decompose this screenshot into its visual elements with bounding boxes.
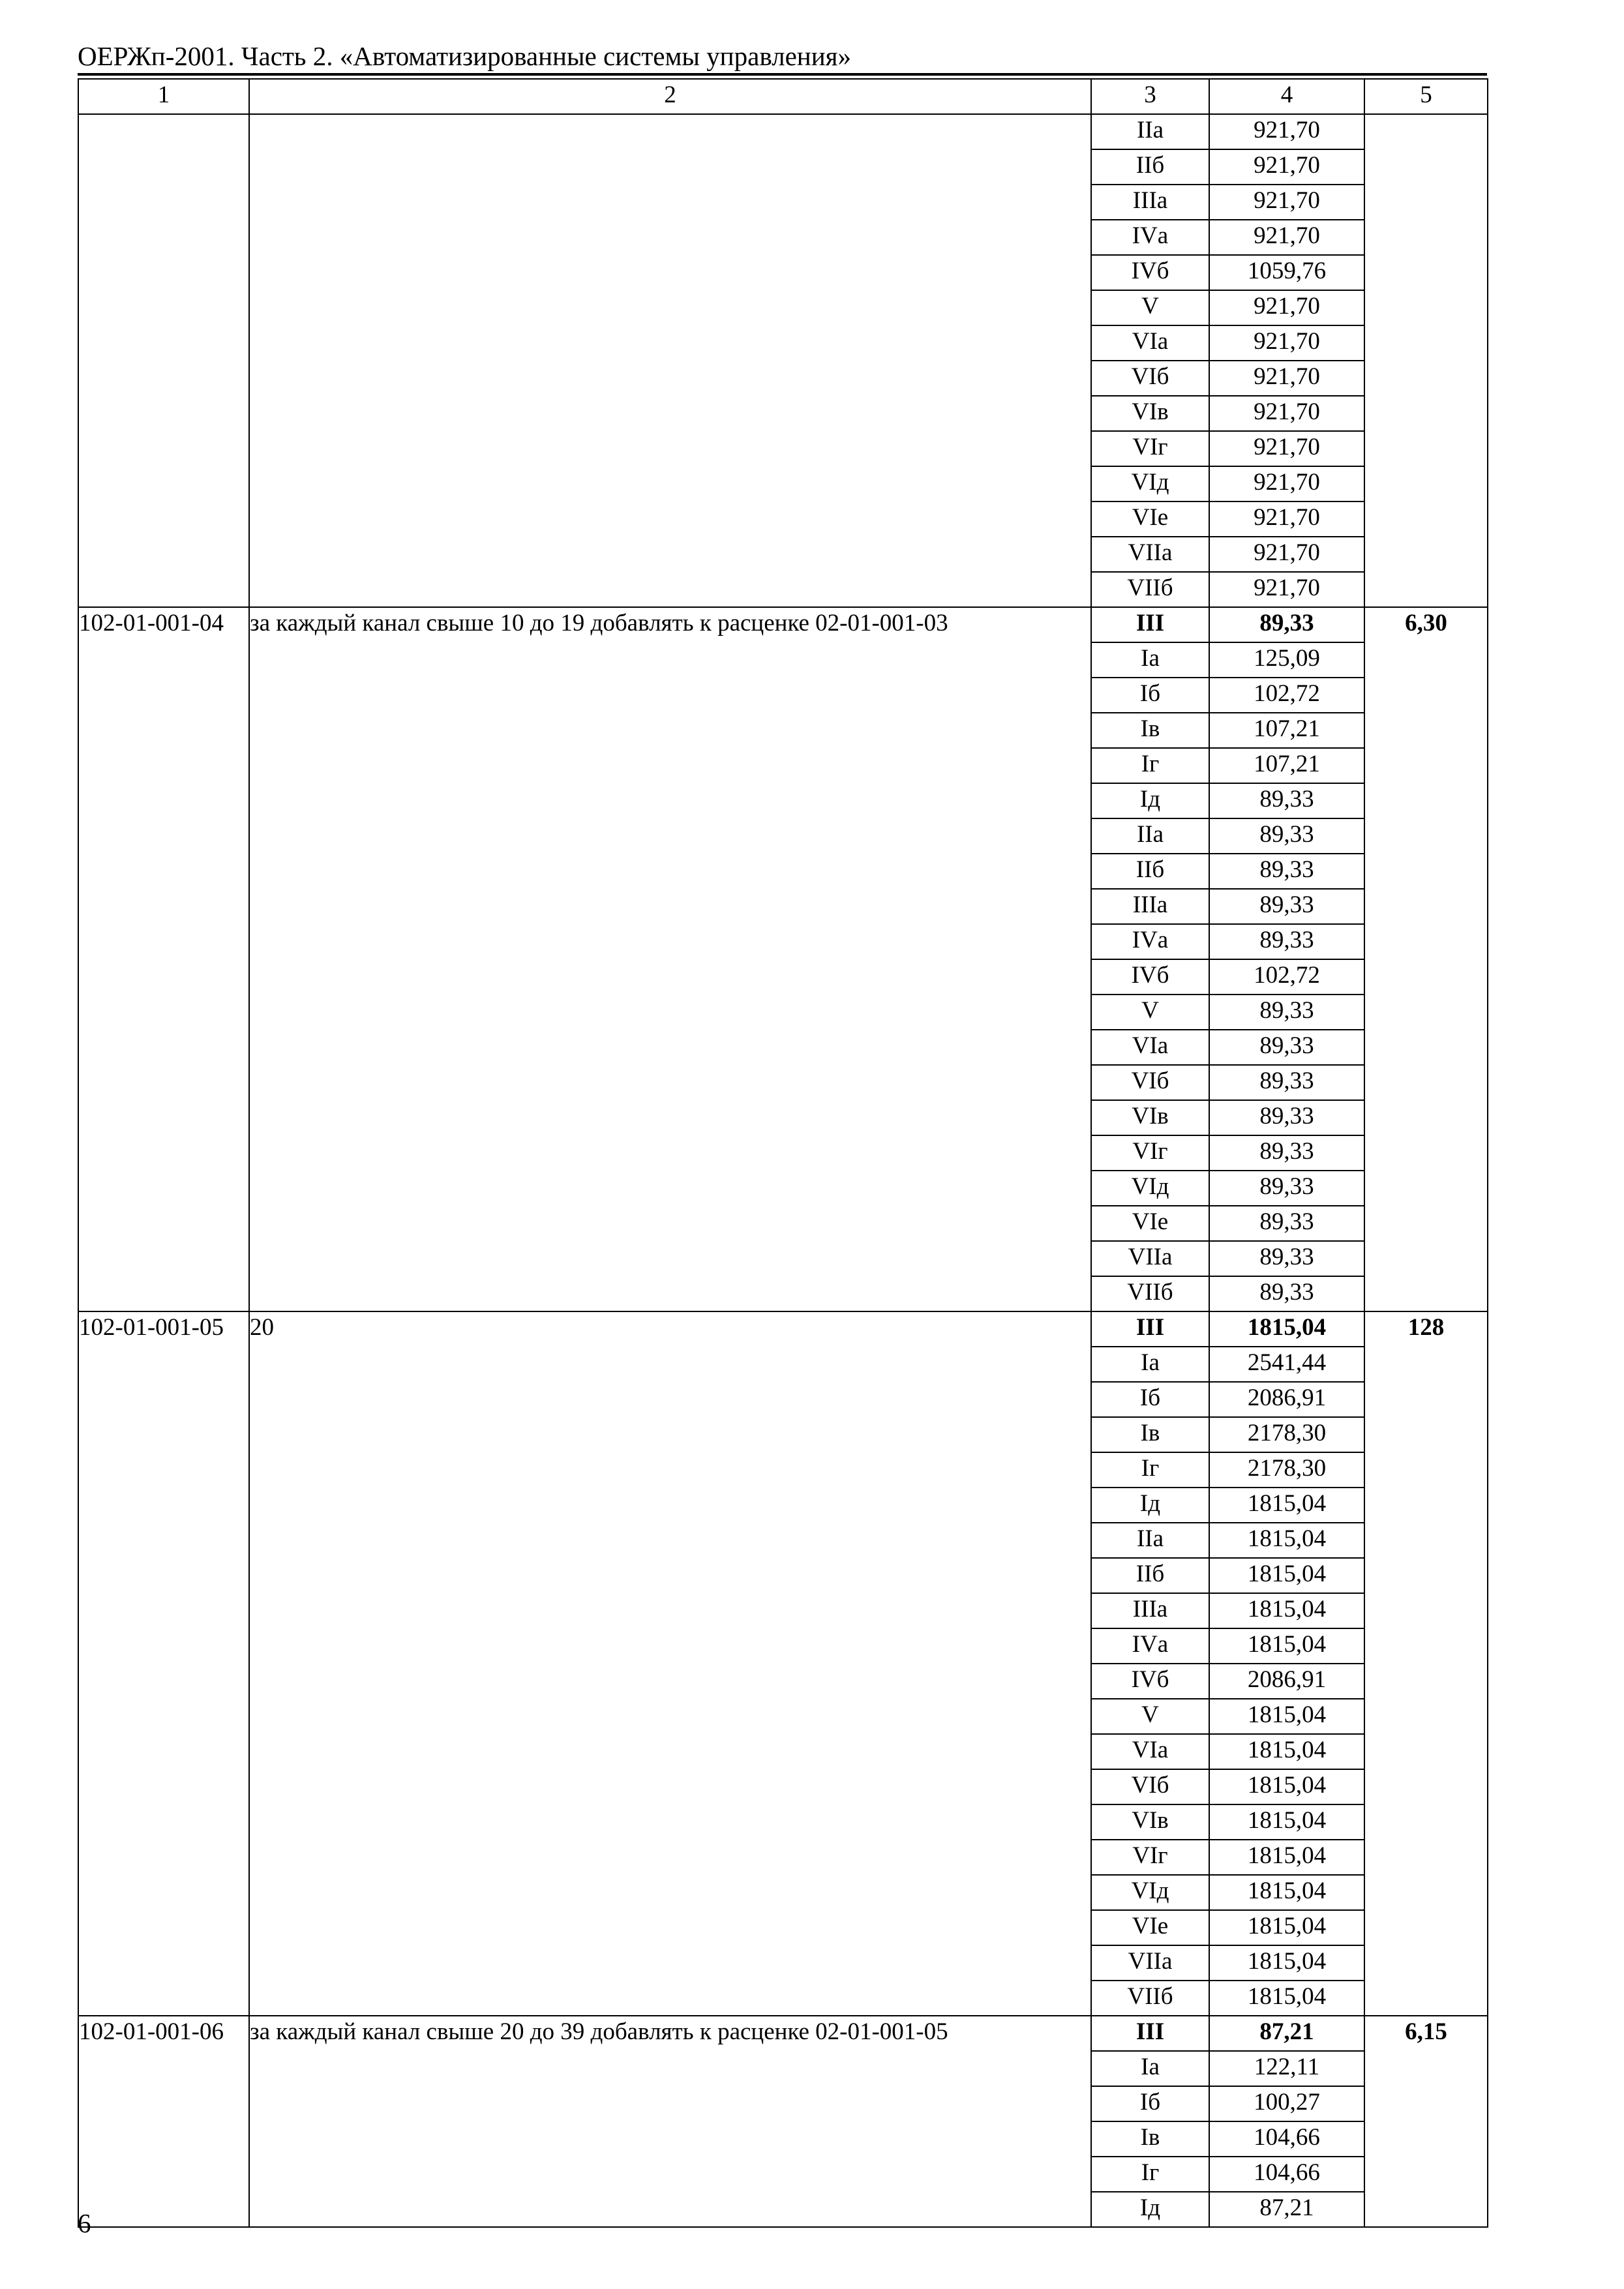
- zone-cell: IVб: [1091, 959, 1209, 995]
- zone-cell: VIе: [1091, 501, 1209, 537]
- price-cell: 89,33: [1209, 1135, 1364, 1171]
- zone-cell: VIIа: [1091, 1241, 1209, 1276]
- zone-cell: Iб: [1091, 1382, 1209, 1417]
- price-cell: 1059,76: [1209, 255, 1364, 290]
- zone-cell: VIе: [1091, 1910, 1209, 1945]
- zone-cell: VIIб: [1091, 572, 1209, 607]
- price-cell: 921,70: [1209, 361, 1364, 396]
- zone-cell: V: [1091, 1699, 1209, 1734]
- col5-cell: 6,15: [1364, 2016, 1488, 2227]
- price-cell: 921,70: [1209, 501, 1364, 537]
- zone-cell: Iг: [1091, 748, 1209, 783]
- table-row: [78, 607, 1488, 642]
- price-cell: 89,33: [1209, 607, 1364, 642]
- zone-cell: VIIа: [1091, 1945, 1209, 1981]
- code-cell: [78, 114, 249, 607]
- page-number: 6: [78, 2208, 91, 2238]
- zone-cell: V: [1091, 290, 1209, 325]
- zone-cell: Iа: [1091, 642, 1209, 678]
- zone-cell: Iд: [1091, 2192, 1209, 2227]
- zone-cell: IIIа: [1091, 889, 1209, 924]
- price-cell: 2086,91: [1209, 1664, 1364, 1699]
- table-row: [78, 1311, 1488, 1347]
- price-cell: 1815,04: [1209, 1875, 1364, 1910]
- zone-cell: Iв: [1091, 2121, 1209, 2157]
- price-cell: 1815,04: [1209, 1699, 1364, 1734]
- zone-cell: IIа: [1091, 114, 1209, 149]
- zone-cell: Iд: [1091, 1488, 1209, 1523]
- zone-cell: IIIа: [1091, 1593, 1209, 1628]
- zone-cell: VIе: [1091, 1206, 1209, 1241]
- price-cell: 1815,04: [1209, 1910, 1364, 1945]
- zone-cell: Iг: [1091, 2157, 1209, 2192]
- price-cell: 89,33: [1209, 1241, 1364, 1276]
- price-cell: 1815,04: [1209, 1593, 1364, 1628]
- price-cell: 1815,04: [1209, 1804, 1364, 1840]
- zone-cell: IIIа: [1091, 185, 1209, 220]
- col5-cell: [1364, 114, 1488, 607]
- price-cell: 122,11: [1209, 2051, 1364, 2086]
- price-cell: 89,33: [1209, 1171, 1364, 1206]
- zone-cell: V: [1091, 995, 1209, 1030]
- price-cell: 89,33: [1209, 854, 1364, 889]
- price-cell: 921,70: [1209, 537, 1364, 572]
- price-cell: 89,33: [1209, 818, 1364, 854]
- price-cell: 921,70: [1209, 325, 1364, 361]
- price-cell: 89,33: [1209, 889, 1364, 924]
- zone-cell: VIб: [1091, 361, 1209, 396]
- price-cell: 2086,91: [1209, 1382, 1364, 1417]
- price-cell: 921,70: [1209, 185, 1364, 220]
- column-header-2: 2: [249, 79, 1091, 114]
- zone-cell: Iб: [1091, 678, 1209, 713]
- zone-cell: Iг: [1091, 1452, 1209, 1488]
- zone-cell: Iд: [1091, 783, 1209, 818]
- table-row: [78, 2016, 1488, 2051]
- column-header-3: 3: [1091, 79, 1209, 114]
- price-cell: 89,33: [1209, 783, 1364, 818]
- price-cell: 1815,04: [1209, 1769, 1364, 1804]
- zone-cell: III: [1091, 2016, 1209, 2051]
- zone-cell: VIд: [1091, 1875, 1209, 1910]
- price-cell: 102,72: [1209, 959, 1364, 995]
- price-cell: 921,70: [1209, 220, 1364, 255]
- description-cell: за каждый канал свыше 20 до 39 добавлять к расценке 02-01-001-05: [249, 2016, 1091, 2227]
- zone-cell: VIа: [1091, 1734, 1209, 1769]
- price-cell: 89,33: [1209, 1276, 1364, 1311]
- code-cell: 102-01-001-04: [78, 607, 249, 1311]
- price-cell: 89,33: [1209, 924, 1364, 959]
- price-cell: 1815,04: [1209, 1840, 1364, 1875]
- price-cell: 87,21: [1209, 2016, 1364, 2051]
- zone-cell: VIд: [1091, 466, 1209, 501]
- zone-cell: IIб: [1091, 854, 1209, 889]
- zone-cell: IIа: [1091, 1523, 1209, 1558]
- price-cell: 125,09: [1209, 642, 1364, 678]
- col5-cell: 6,30: [1364, 607, 1488, 1311]
- page-header: ОЕРЖп-2001. Часть 2. «Автоматизированные системы управления»: [78, 41, 852, 71]
- zone-cell: IVб: [1091, 255, 1209, 290]
- zone-cell: IIб: [1091, 1558, 1209, 1593]
- price-cell: 921,70: [1209, 466, 1364, 501]
- zone-cell: Iа: [1091, 2051, 1209, 2086]
- code-cell: 102-01-001-05: [78, 1311, 249, 2016]
- price-cell: 921,70: [1209, 431, 1364, 466]
- price-cell: 1815,04: [1209, 1488, 1364, 1523]
- zone-cell: VIв: [1091, 396, 1209, 431]
- col5-cell: 128: [1364, 1311, 1488, 2016]
- price-cell: 107,21: [1209, 748, 1364, 783]
- price-cell: 1815,04: [1209, 1981, 1364, 2016]
- price-cell: 89,33: [1209, 1065, 1364, 1100]
- zone-cell: Iв: [1091, 1417, 1209, 1452]
- zone-cell: IVа: [1091, 924, 1209, 959]
- description-cell: за каждый канал свыше 10 до 19 добавлять к расценке 02-01-001-03: [249, 607, 1091, 1311]
- zone-cell: VIв: [1091, 1804, 1209, 1840]
- price-cell: 104,66: [1209, 2121, 1364, 2157]
- zone-cell: VIг: [1091, 1840, 1209, 1875]
- zone-cell: VIIб: [1091, 1276, 1209, 1311]
- rates-table: [78, 78, 1488, 2228]
- price-cell: 1815,04: [1209, 1523, 1364, 1558]
- price-cell: 102,72: [1209, 678, 1364, 713]
- zone-cell: IVб: [1091, 1664, 1209, 1699]
- description-cell: 20: [249, 1311, 1091, 2016]
- price-cell: 104,66: [1209, 2157, 1364, 2192]
- column-header-4: 4: [1209, 79, 1364, 114]
- zone-cell: IVа: [1091, 220, 1209, 255]
- zone-cell: VIб: [1091, 1769, 1209, 1804]
- price-cell: 2178,30: [1209, 1452, 1364, 1488]
- price-cell: 89,33: [1209, 1030, 1364, 1065]
- price-cell: 1815,04: [1209, 1558, 1364, 1593]
- zone-cell: Iа: [1091, 1347, 1209, 1382]
- price-cell: 1815,04: [1209, 1945, 1364, 1981]
- price-cell: 100,27: [1209, 2086, 1364, 2121]
- zone-cell: VIб: [1091, 1065, 1209, 1100]
- table-row: [78, 114, 1488, 149]
- description-cell: [249, 114, 1091, 607]
- header-row: [78, 79, 1488, 114]
- zone-cell: VIв: [1091, 1100, 1209, 1135]
- price-cell: 921,70: [1209, 149, 1364, 185]
- price-cell: 921,70: [1209, 572, 1364, 607]
- zone-cell: VIа: [1091, 325, 1209, 361]
- code-cell: 102-01-001-06: [78, 2016, 249, 2227]
- zone-cell: III: [1091, 607, 1209, 642]
- zone-cell: VIIа: [1091, 537, 1209, 572]
- price-cell: 921,70: [1209, 396, 1364, 431]
- price-cell: 1815,04: [1209, 1734, 1364, 1769]
- header-rule: [78, 73, 1487, 76]
- price-cell: 921,70: [1209, 290, 1364, 325]
- zone-cell: VIг: [1091, 1135, 1209, 1171]
- zone-cell: VIг: [1091, 431, 1209, 466]
- price-cell: 89,33: [1209, 995, 1364, 1030]
- price-cell: 1815,04: [1209, 1628, 1364, 1664]
- column-header-5: 5: [1364, 79, 1488, 114]
- price-cell: 89,33: [1209, 1206, 1364, 1241]
- price-cell: 2541,44: [1209, 1347, 1364, 1382]
- zone-cell: Iв: [1091, 713, 1209, 748]
- zone-cell: III: [1091, 1311, 1209, 1347]
- zone-cell: VIд: [1091, 1171, 1209, 1206]
- price-cell: 1815,04: [1209, 1311, 1364, 1347]
- price-cell: 87,21: [1209, 2192, 1364, 2227]
- price-cell: 89,33: [1209, 1100, 1364, 1135]
- zone-cell: Iб: [1091, 2086, 1209, 2121]
- zone-cell: IVа: [1091, 1628, 1209, 1664]
- zone-cell: IIб: [1091, 149, 1209, 185]
- zone-cell: IIа: [1091, 818, 1209, 854]
- price-cell: 921,70: [1209, 114, 1364, 149]
- price-cell: 2178,30: [1209, 1417, 1364, 1452]
- price-cell: 107,21: [1209, 713, 1364, 748]
- zone-cell: VIа: [1091, 1030, 1209, 1065]
- zone-cell: VIIб: [1091, 1981, 1209, 2016]
- column-header-1: 1: [78, 79, 249, 114]
